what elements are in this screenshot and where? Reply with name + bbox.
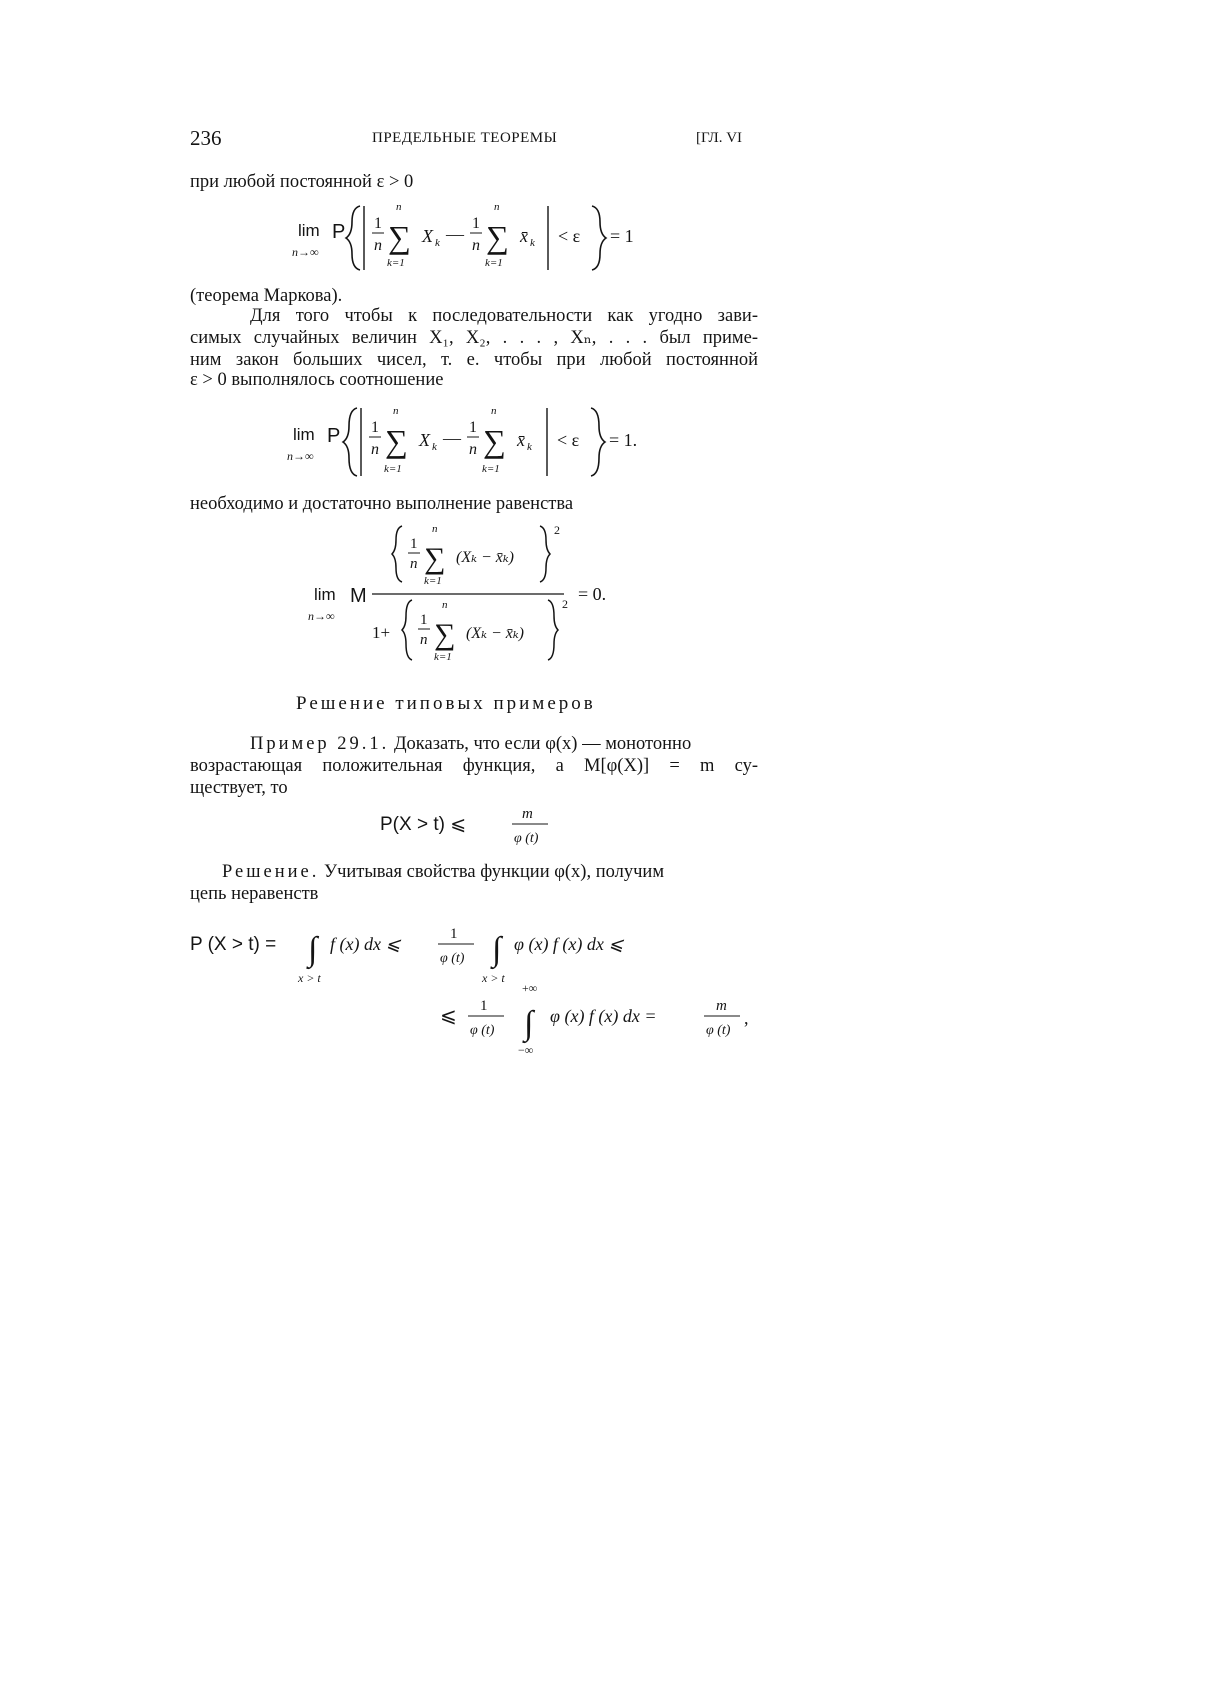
chain-frac-1: 1 [450,926,458,942]
eq3-den-sum-bot: k=1 [434,651,452,663]
eq2-lim: lim [293,425,315,444]
eq2-brace-left [343,408,357,476]
eq1-lt-eps: < ε [558,226,581,246]
eq2-sum-bot-a: k=1 [384,463,402,475]
eq3-den-brace-right [548,600,558,660]
eq3-num-n: n [410,556,418,572]
solution-text-1: Учитывая свойства функции φ(x), получим [323,862,665,882]
equation-necessary-sufficient [300,522,700,662]
eq2-sub-k-b: k [527,441,532,453]
eq2-sigma-a: ∑ [385,423,408,459]
eq1-eq-1: = 1 [610,226,634,246]
eq2-lt-eps: < ε [557,430,580,450]
eq3-n-to-inf: n→∞ [308,609,335,623]
eq1-xbar: x̄ [520,226,528,246]
eq2-xbar: x̄ [517,430,525,450]
eq3-num-brace-left [392,526,402,582]
eq1-brace-left [346,206,360,270]
eq2-sum-top-b: n [491,405,497,417]
eq3-eq-0-dot: = 0. [578,584,607,604]
chain2-frac-den: φ (t) [470,1023,495,1038]
equation-chain-line-1 [190,920,710,990]
eq2-eq-1-dot: = 1. [609,430,638,450]
eq3-den-sigma: ∑ [434,618,456,651]
claim-den: φ (t) [514,831,539,846]
eq1-n-to-inf: n→∞ [292,245,319,259]
running-title: ПРЕДЕЛЬНЫЕ ТЕОРЕМЫ [372,130,558,146]
eq3-den-n: n [420,632,428,648]
page-number: 236 [190,126,222,150]
eq3-den-term: (Xₖ − x̄ₖ) [466,625,524,642]
solution-label: Решение. [222,862,320,882]
eq1-brace-right [592,206,606,270]
chain-int1-bound: x > t [298,971,321,985]
eq3-den-brace-left [402,600,412,660]
chain-frac-den-1: φ (t) [440,951,465,966]
eq2-n-to-inf: n→∞ [287,449,314,463]
equation-lln [285,402,725,484]
claim-lhs: P(X > t) ⩽ [380,814,467,835]
example-line-1 [250,734,691,754]
eq1-den-na: n [374,237,382,254]
eq1-sum-bot-b: k=1 [485,257,503,269]
eq1-sum-bot-a: k=1 [387,257,405,269]
eq3-num-sum-bot: k=1 [424,575,442,587]
eq3-num-sigma: ∑ [424,542,446,575]
solution-line-2: цепь неравенств [190,884,319,904]
eq3-num-sum-top: n [432,523,438,535]
eq3-num-term: (Xₖ − x̄ₖ) [456,549,514,566]
chain2-lower: −∞ [518,1043,534,1057]
eq3-num-1: 1 [410,536,418,552]
eq2-sum-bot-b: k=1 [482,463,500,475]
eq2-X: X [419,430,430,450]
chapter-label: [ГЛ. VI [696,130,743,146]
example-label: Пример 29.1. [250,734,390,754]
eq2-sub-k-a: k [432,441,437,453]
eq1-sigma-b: ∑ [486,219,509,255]
eq3-num-sq: 2 [554,523,560,537]
eq2-num-1b: 1 [469,419,477,436]
eq1-sigma-a: ∑ [388,219,411,255]
eq1-num-1a: 1 [374,215,382,232]
claim-num-m: m [522,806,533,822]
eq2-sum-top-a: n [393,405,399,417]
chain2-leq: ⩽ [440,1005,457,1027]
eq2-P: P [327,425,341,447]
eq3-num-brace-right [540,526,550,582]
eq1-lim: lim [298,221,320,240]
example-line-3: ществует, то [190,778,288,798]
eq3-den-one-plus: 1+ [372,623,391,642]
paragraph-3-line-1: Для того чтобы к последовательности как угодно зави- [250,306,758,326]
eq2-den-nb: n [469,441,477,458]
paragraph-3-line-3: ним закон больших чисел, т. е. чтобы при любой постоянной [190,350,758,370]
eq1-sum-top-b: n [494,201,500,213]
chain-f-dx: f (x) dx ⩽ [330,934,401,954]
paragraph-4: необходимо и достаточно выполнение равенства [190,494,574,514]
paragraph-3-line-4: ε > 0 выполнялось соотношение [190,370,444,390]
chain2-m: m [716,998,727,1014]
equation-chain-line-2 [440,982,780,1062]
paragraph-2: (теорема Маркова). [190,286,343,306]
example-line-2: возрастающая положительная функция, а M[φ(X)] = m су- [190,756,758,776]
eq1-sum-top-a: n [396,201,402,213]
eq3-lim: lim [314,585,336,604]
eq1-X: X [422,226,433,246]
solution-line-1 [222,862,664,882]
section-title: Решение типовых примеров [296,693,596,714]
chain-lhs: P (X > t) = [190,934,277,955]
chain-integral-1: ∫ [308,931,318,968]
eq3-den-1: 1 [420,612,428,628]
eq1-num-1b: 1 [472,215,480,232]
eq3-den-sum-top: n [442,599,448,611]
eq1-den-nb: n [472,237,480,254]
equation-markov [290,200,710,278]
eq2-sigma-b: ∑ [483,423,506,459]
eq2-den-na: n [371,441,379,458]
example-text-1: Доказать, что если φ(x) — монотонно [393,734,692,754]
eq1-sub-k-a: k [435,237,440,249]
eq2-minus: — [443,428,461,448]
chain2-phi-f-dx: φ (x) f (x) dx = [550,1006,657,1026]
eq2-brace-right [591,408,605,476]
eq3-M: M [350,585,367,607]
eq1-P: P [332,221,346,243]
chain2-upper: +∞ [522,981,538,995]
chain-integral-2: ∫ [492,931,502,968]
eq2-num-1a: 1 [371,419,379,436]
eq1-minus: — [446,224,464,244]
chain2-comma: , [744,1008,749,1028]
paragraph-1: при любой постоянной ε > 0 [190,172,414,192]
chain2-frac-den-2: φ (t) [706,1023,731,1038]
chain2-frac-num: 1 [480,998,488,1014]
chain-int2-bound: x > t [482,971,505,985]
chain-phi-f-dx: φ (x) f (x) dx ⩽ [514,934,624,954]
paragraph-3-line-2: симых случайных величин X₁, X₂, . . . , Xₙ, . . . был приме- [190,328,758,348]
equation-example-claim [380,800,600,850]
chain2-integral: ∫ [524,1005,534,1042]
eq1-sub-k-b: k [530,237,535,249]
eq3-den-sq: 2 [562,597,568,611]
